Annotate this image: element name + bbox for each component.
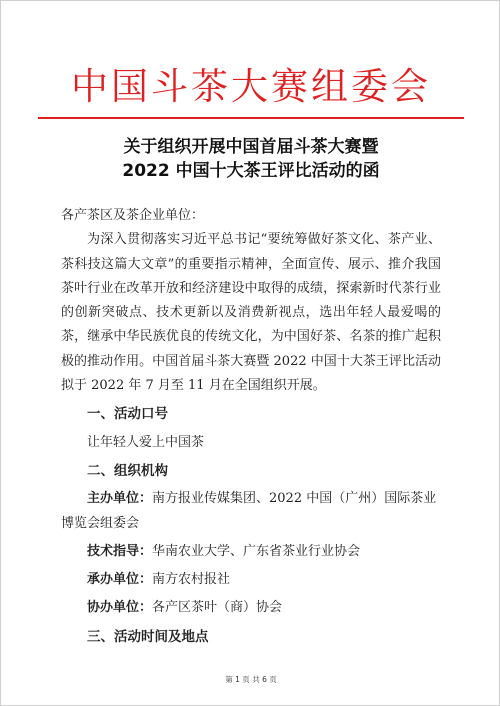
- host-units: [61, 487, 441, 536]
- section-heading-organization: 二、组织机构: [87, 462, 168, 479]
- co-organizer-unit: [61, 596, 441, 620]
- host-value: 南方报业传媒集团、2022 中国（广州）国际茶业博览会组委会: [61, 491, 437, 531]
- co-label: 协办单位：: [87, 600, 153, 616]
- intro-paragraph: 为深入贯彻落实习近平总书记“要统筹做好茶文化、茶产业、茶科技这篇大文章”的重要指示精神，全面宣传、展示、推介我国茶叶行业在改革开放和经济建设中取得的成绩，探索新时代茶行业的创新突破点、技术更新以及消费新视点，选出年轻人最爱喝的茶，继承中华民族优良的传统文化，为中国好茶、名茶的推广起积极的推动作用。中国首届斗茶大赛暨 2022 中国十大茶王评比活动拟于 2022 年 7 月至 11 月在全国组织开展。: [61, 232, 441, 394]
- organizer-value: 南方农村报社: [152, 572, 231, 588]
- section-heading-slogan: 一、活动口号: [87, 406, 168, 423]
- letterhead-divider: [38, 117, 464, 119]
- document-title: [1, 135, 500, 183]
- page-number: 第 1 页 共 6 页: [225, 675, 277, 684]
- document-title-line-2: 2022 中国十大茶王评比活动的函: [122, 161, 380, 181]
- slogan-text: 让年轻人爱上中国茶: [87, 434, 205, 450]
- salutation: 各产茶区及茶企业单位：: [61, 208, 205, 223]
- tech-value: 华南农业大学、广东省茶业行业协会: [152, 543, 361, 559]
- org-letterhead-title: 中国斗茶大赛组委会: [71, 65, 431, 108]
- section-heading-time-place: 三、活动时间及地点: [87, 628, 209, 645]
- tech-guidance: [61, 540, 441, 564]
- document-body: [61, 204, 441, 649]
- organizer-label: 承办单位：: [87, 572, 153, 588]
- document-title-line-1: 关于组织开展中国首届斗茶大赛暨: [123, 137, 379, 157]
- tech-label: 技术指导：: [87, 543, 153, 559]
- organizer-unit: [61, 568, 441, 592]
- host-label: 主办单位：: [87, 491, 153, 507]
- co-value: 各产区茶叶（商）协会: [152, 600, 283, 616]
